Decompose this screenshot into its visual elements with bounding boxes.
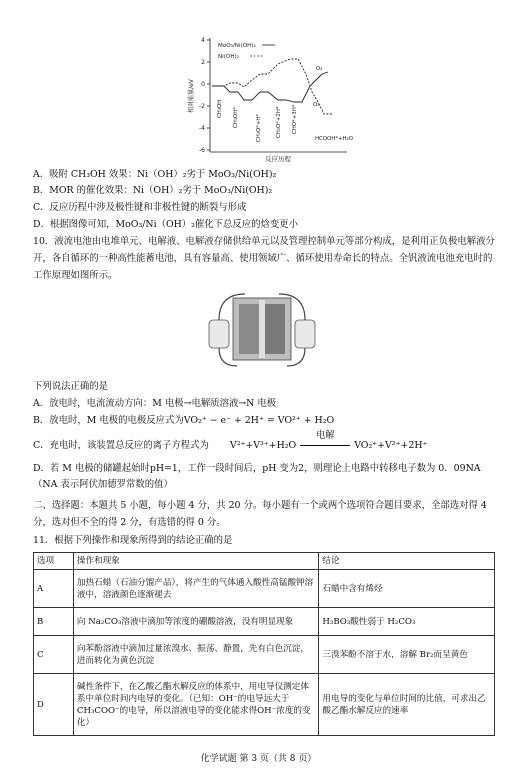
species-label: HCOOH*+H₂O bbox=[314, 136, 354, 142]
table-cell: D bbox=[34, 674, 74, 736]
q10-option-d: D．若 M 电极的储罐起始时pH=1，工作一段时间后，pH 变为2，则理论上电路中转移电子数为 0．09NA（NA 表示阿伏加德罗常数的值） bbox=[33, 463, 481, 490]
flow-battery-diagram bbox=[203, 290, 323, 370]
table-cell: 加热石蜡（石油分馏产品），将产生的气体通入酸性高锰酸钾溶液中，溶液颜色逐渐褪去 bbox=[73, 570, 318, 608]
q10-option-a: A．放电时，电流流动方向：M 电极→电解质溶液→N 电极 bbox=[33, 398, 277, 409]
equation-left: V²⁺+V³⁺+H₂O bbox=[229, 440, 297, 451]
table-header-row bbox=[34, 553, 495, 570]
species-label: CH₃O*+H* bbox=[256, 113, 262, 142]
ytick: -6 bbox=[199, 147, 205, 154]
ytick: 0 bbox=[201, 81, 205, 88]
ytick: -2 bbox=[199, 103, 205, 110]
species-label: CH₃OH bbox=[217, 99, 223, 118]
table-cell: H₃BO₃酸性弱于 H₂CO₃ bbox=[319, 608, 495, 636]
species-label: CH₂O*+2H* bbox=[276, 106, 282, 138]
q10-option-b: B．放电时，M 电极的电极反应式为VO₂⁺ − e⁻ + 2H⁺ = VO²⁺ + H₂O bbox=[33, 415, 335, 426]
q9-option-b: B．MOR 的催化效果：Ni（OH）₂劣于 MoO₃/Ni(OH)₂ bbox=[33, 185, 273, 196]
q10-lead: 下列说法正确的是 bbox=[33, 381, 109, 392]
q10-option-c bbox=[33, 430, 428, 452]
table-header: 结论 bbox=[319, 553, 495, 570]
table-row bbox=[34, 570, 495, 608]
table-cell: 碱性条件下，在乙酸乙酯水解反应的体系中，用电导仪测定体系中单位时间内电导的变化。（已知：OH⁻的电导远大于 CH₃COO⁻的电导，所以溶液电导的变化能求得OH⁻浓度的变化） bbox=[73, 674, 318, 736]
table-cell: B bbox=[34, 608, 74, 636]
q9-option-a: A．吸附 CH₃OH 效果：Ni（OH）₂劣于 MoO₃/Ni(OH)₂ bbox=[33, 169, 277, 180]
section-2-instructions: 二、选择题：本题共 5 小题，每小题 4 分，共 20 分。每小题有一个或两个选项符合题目要求，全部选对得 4 分，选对但不全的得 2 分，有选错的得 0 分。 bbox=[33, 500, 487, 528]
table-cell: A bbox=[34, 570, 74, 608]
q11-table bbox=[33, 552, 495, 736]
y-axis-label: 相对能量/eV bbox=[188, 79, 195, 113]
table-cell: 向 Na₂CO₃溶液中滴加等浓度的硼酸溶液，没有明显现象 bbox=[73, 608, 318, 636]
table-row bbox=[34, 608, 495, 636]
equation-right: VO₂⁺+V²⁺+2H⁺ bbox=[354, 440, 428, 451]
species-label: CHO*+3H* bbox=[292, 104, 298, 134]
q9-option-c: C．反应历程中涉及极性键和非极性键的断裂与形成 bbox=[33, 202, 247, 213]
ytick: -4 bbox=[199, 125, 205, 132]
page-footer: 化学试题 第 3 页（共 8 页） bbox=[200, 754, 317, 764]
q9-option-d: D．根据图像可知，MoO₃/Ni（OH）₂催化下总反应的焓变更小 bbox=[33, 219, 299, 230]
electrolysis-condition: 电解 bbox=[315, 430, 335, 441]
energy-profile-chart bbox=[182, 34, 357, 164]
table-cell: C bbox=[34, 636, 74, 674]
energy-series-solid bbox=[212, 72, 328, 102]
q11-stem: 11．根据下列操作和现象所得到的结论正确的是 bbox=[33, 535, 233, 546]
ytick: 2 bbox=[201, 59, 205, 66]
legend-label: MoO₃/Ni(OH)₂ bbox=[218, 43, 256, 49]
species-label: CH₃OH* bbox=[233, 107, 239, 128]
o2-marker: O₂ bbox=[313, 102, 320, 108]
table-header: 操作和现象 bbox=[73, 553, 318, 570]
table-cell: 向苯酚溶液中滴加过量浓溴水、振荡、静置，先有白色沉淀，进而转化为黄色沉淀 bbox=[73, 636, 318, 674]
table-cell: 石蜡中含有烯烃 bbox=[319, 570, 495, 608]
x-axis-label: 反应历程 bbox=[265, 155, 291, 163]
legend-label: Ni(OH)₂ bbox=[218, 54, 239, 60]
q10-option-c-prefix: C．充电时，该装置总反应的离子方程式为 bbox=[33, 440, 209, 451]
electrolysis-arrow bbox=[299, 430, 351, 452]
table-header: 选项 bbox=[34, 553, 74, 570]
ytick: 4 bbox=[201, 37, 205, 44]
table-row bbox=[34, 674, 495, 736]
q10-stem: 10．液流电池由电堆单元、电解液、电解液存储供给单元以及管理控制单元等部分构成，是利用正负极电解液分开，各自循环的一种高性能蓄电池，具有容量高、使用领域广、循环使用寿命长的特点。全钒液流电池充电时的工作原理如图所示。 bbox=[33, 236, 495, 281]
table-row bbox=[34, 636, 495, 674]
table-cell: 三溴苯酚不溶于水，溶解 Br₂而呈黄色 bbox=[319, 636, 495, 674]
table-cell: 用电导的变化与单位时间的比值，可求出乙酸乙酯水解反应的速率 bbox=[319, 674, 495, 736]
o2-marker: O₂ bbox=[316, 66, 323, 72]
